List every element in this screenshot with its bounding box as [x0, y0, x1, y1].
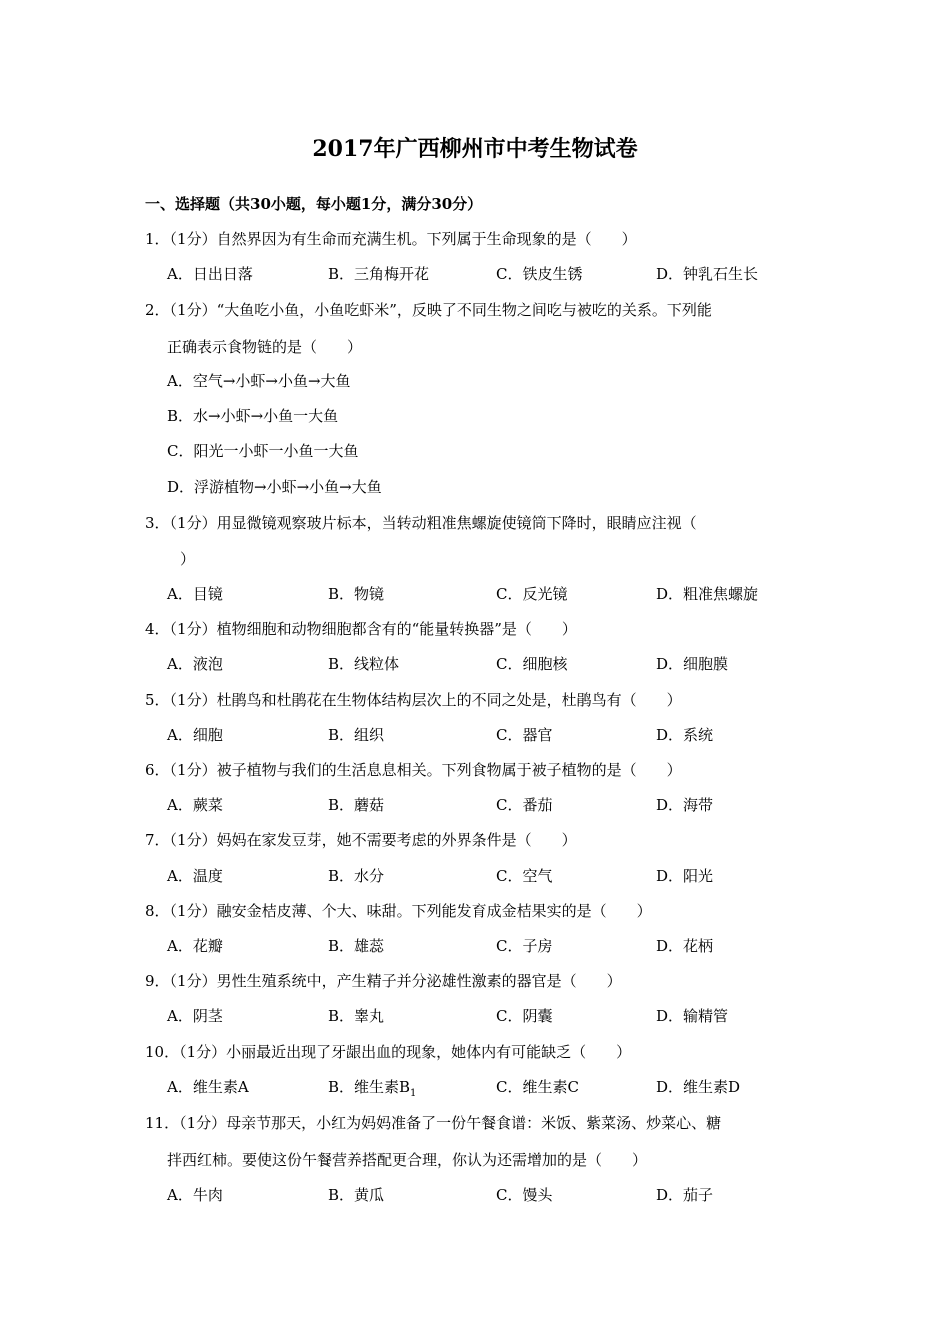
question-11-option-b: B．黄瓜 [328, 1186, 385, 1204]
question-10-option-b-subscript: 1 [410, 1088, 417, 1099]
question-9-option-d: D．输精管 [656, 1007, 729, 1025]
question-5-stem: 5．（1分）杜鹃鸟和杜鹃花在生物体结构层次上的不同之处是，杜鹃鸟有（ ） [145, 691, 682, 709]
question-10-option-b [328, 1076, 416, 1099]
question-6-option-a: A．蕨菜 [167, 796, 223, 814]
question-3-option-b: B．物镜 [328, 585, 385, 603]
question-7-option-b: B．水分 [328, 867, 385, 885]
question-1-option-b: B．三角梅开花 [328, 265, 430, 283]
question-10-stem: 10．（1分）小丽最近出现了牙龈出血的现象，她体内有可能缺乏（ ） [145, 1043, 632, 1061]
question-1-option-d: D．钟乳石生长 [656, 265, 759, 283]
question-2-option-a: A．空气→小虾→小鱼→大鱼 [167, 372, 351, 390]
question-10-option-a: A．维生素A [167, 1078, 249, 1096]
question-3-stem-continued: ） [180, 550, 196, 568]
question-4-option-c: C．细胞核 [496, 655, 568, 673]
question-2-option-d: D．浮游植物→小虾→小鱼→大鱼 [167, 478, 382, 496]
question-2-option-b: B．水→小虾→小鱼一大鱼 [167, 407, 339, 425]
question-3-option-d: D．粗准焦螺旋 [656, 585, 759, 603]
question-6-option-b: B．蘑菇 [328, 796, 385, 814]
question-9-option-a: A．阴茎 [167, 1007, 223, 1025]
question-4-option-a: A．液泡 [167, 655, 223, 673]
question-6-option-c: C．番茄 [496, 796, 553, 814]
question-5-option-a: A．细胞 [167, 726, 223, 744]
question-2-stem: 2．（1分）“大鱼吃小鱼，小鱼吃虾米”，反映了不同生物之间吃与被吃的关系。下列能 [145, 301, 712, 319]
question-2-stem-continued: 正确表示食物链的是（ ） [167, 338, 363, 356]
question-7-option-a: A．温度 [167, 867, 223, 885]
question-1-option-a: A．日出日落 [167, 265, 253, 283]
question-5-option-d: D．系统 [656, 726, 714, 744]
question-9-option-b: B．睾丸 [328, 1007, 385, 1025]
question-6-stem: 6．（1分）被子植物与我们的生活息息相关。下列食物属于被子植物的是（ ） [145, 761, 682, 779]
question-8-option-b: B．雄蕊 [328, 937, 385, 955]
question-11-stem-continued: 拌西红柿。要使这份午餐营养搭配更合理，你认为还需增加的是（ ） [167, 1151, 648, 1169]
question-7-stem: 7．（1分）妈妈在家发豆芽，她不需要考虑的外界条件是（ ） [145, 831, 577, 849]
question-5-option-b: B．组织 [328, 726, 385, 744]
question-3-option-c: C．反光镜 [496, 585, 568, 603]
question-8-option-c: C．子房 [496, 937, 553, 955]
question-7-option-c: C．空气 [496, 867, 553, 885]
question-4-option-b: B．线粒体 [328, 655, 400, 673]
question-9-option-c: C．阴囊 [496, 1007, 553, 1025]
question-8-option-d: D．花柄 [656, 937, 714, 955]
question-3-stem: 3．（1分）用显微镜观察玻片标本，当转动粗准焦螺旋使镜筒下降时，眼睛应注视（ [145, 514, 697, 532]
question-8-stem: 8．（1分）融安金桔皮薄、个大、味甜。下列能发育成金桔果实的是（ ） [145, 902, 652, 920]
question-1-option-c: C．铁皮生锈 [496, 265, 583, 283]
page-title: 2017年广西柳州市中考生物试卷 [312, 136, 638, 162]
section-heading: 一、选择题（共30小题，每小题1分，满分30分） [145, 195, 483, 213]
question-11-option-c: C．馒头 [496, 1186, 553, 1204]
question-2-option-c: C．阳光一小虾一小鱼一大鱼 [167, 442, 359, 460]
question-3-option-a: A．目镜 [167, 585, 223, 603]
question-11-stem: 11．（1分）母亲节那天，小红为妈妈准备了一份午餐食谱：米饭、紫菜汤、炒菜心、糖 [145, 1114, 722, 1132]
question-10-option-d: D．维生素D [656, 1078, 741, 1096]
question-4-option-d: D．细胞膜 [656, 655, 729, 673]
question-11-option-d: D．茄子 [656, 1186, 714, 1204]
question-5-option-c: C．器官 [496, 726, 553, 744]
question-9-stem: 9．（1分）男性生殖系统中，产生精子并分泌雄性激素的器官是（ ） [145, 972, 622, 990]
question-10-option-b-text: B．维生素B [328, 1078, 411, 1096]
question-11-option-a: A．牛肉 [167, 1186, 223, 1204]
question-10-option-c: C．维生素C [496, 1078, 579, 1096]
question-7-option-d: D．阳光 [656, 867, 714, 885]
question-1-stem: 1．（1分）自然界因为有生命而充满生机。下列属于生命现象的是（ ） [145, 230, 637, 248]
question-6-option-d: D．海带 [656, 796, 714, 814]
question-8-option-a: A．花瓣 [167, 937, 223, 955]
question-4-stem: 4．（1分）植物细胞和动物细胞都含有的“能量转换器”是（ ） [145, 620, 577, 638]
